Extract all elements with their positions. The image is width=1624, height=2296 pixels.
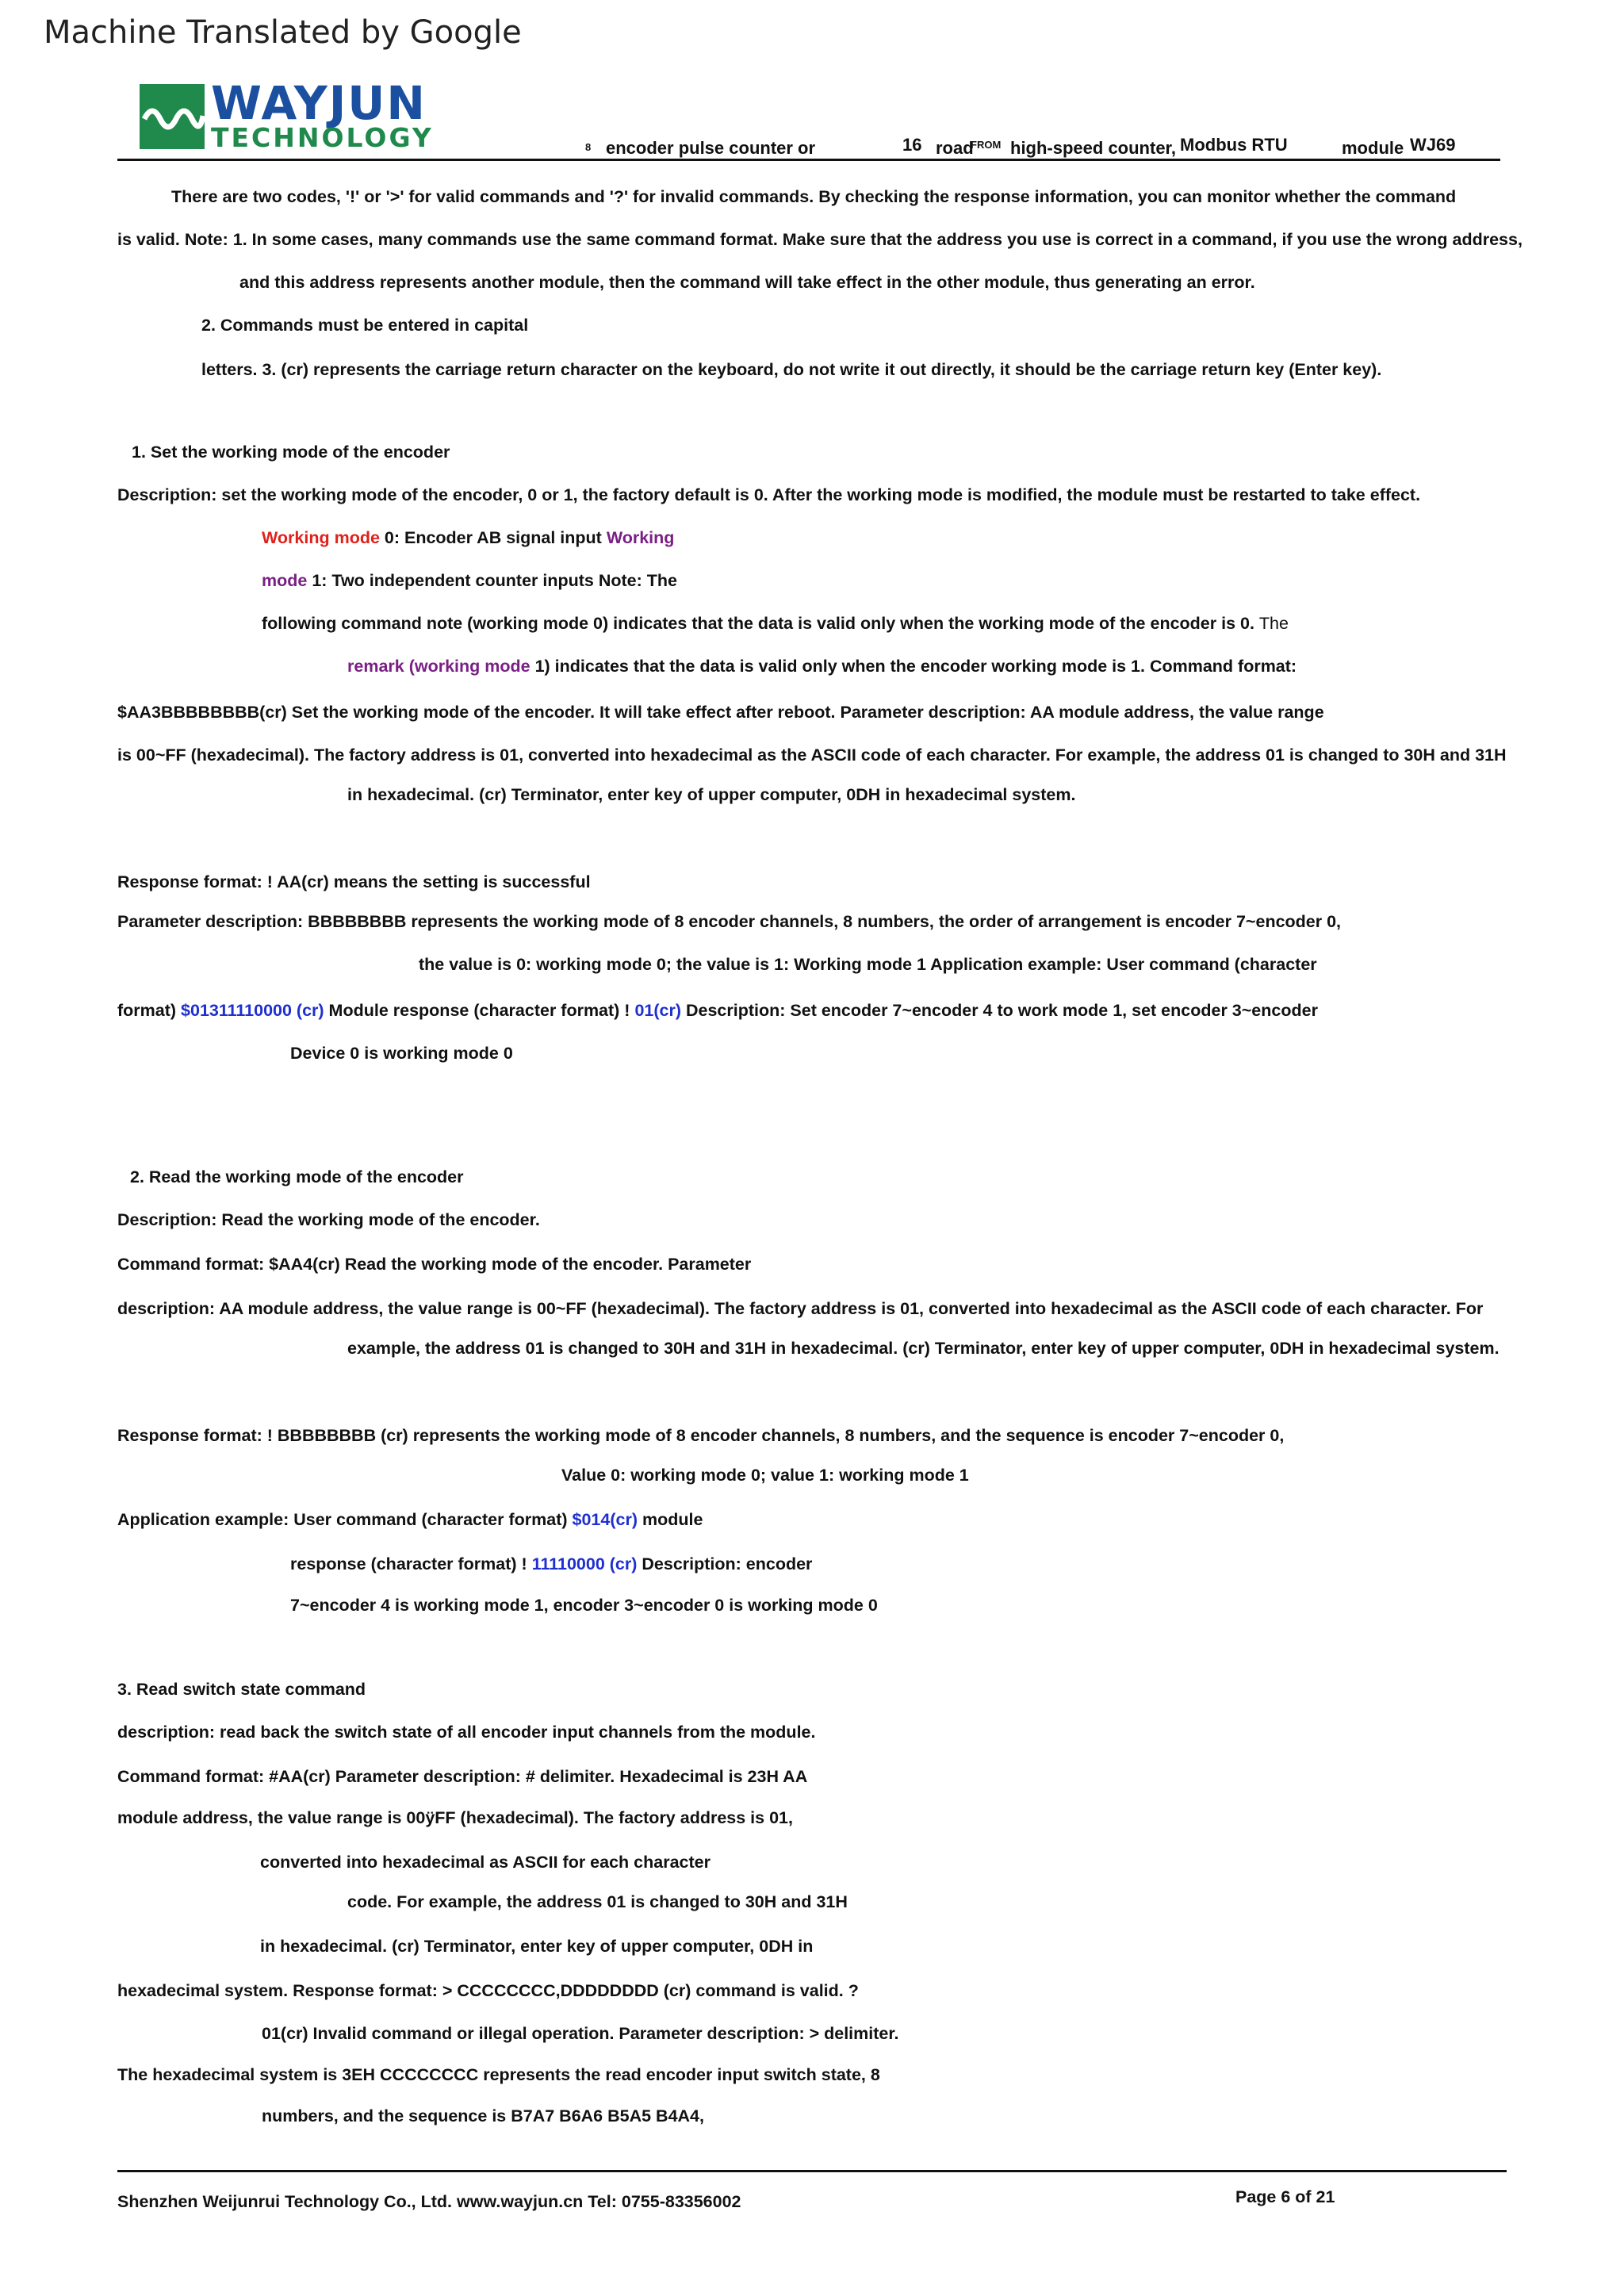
body-line: remark (working mode 1) indicates that the data is valid only when the encoder working mode is 1. Command format: bbox=[347, 657, 1297, 676]
body-line: code. For example, the address 01 is changed to 30H and 31H bbox=[347, 1892, 848, 1911]
body-line: hexadecimal system. Response format: > CCCCCCCC,DDDDDDDD (cr) command is valid. ? bbox=[117, 1981, 859, 2000]
body-line: Application example: User command (character format) $014(cr) module bbox=[117, 1510, 703, 1529]
body-line: 7~encoder 4 is working mode 1, encoder 3~encoder 0 is working mode 0 bbox=[290, 1596, 878, 1615]
body-line: following command note (working mode 0) indicates that the data is valid only when the working mode of the encoder is 0. The bbox=[262, 614, 1289, 633]
body-line: Response format: ! AA(cr) means the setting is successful bbox=[117, 872, 591, 891]
body-line: There are two codes, '!' or '>' for valid commands and '?' for invalid commands. By checking the response information, you can monitor whether the command bbox=[171, 187, 1457, 206]
body-line: example, the address 01 is changed to 30H and 31H in hexadecimal. (cr) Terminator, enter key of upper computer, 0DH in hexadecimal system. bbox=[347, 1339, 1500, 1358]
body-line: Parameter description: BBBBBBBB represents the working mode of 8 encoder channels, 8 numbers, the order of arrangement is encoder 7~encoder 0, bbox=[117, 912, 1342, 931]
body-line: in hexadecimal. (cr) Terminator, enter key of upper computer, 0DH in hexadecimal system. bbox=[347, 785, 1076, 804]
body-line: 2. Commands must be entered in capital bbox=[201, 316, 529, 335]
section-heading: 3. Read switch state command bbox=[117, 1680, 366, 1699]
body-line: Device 0 is working mode 0 bbox=[290, 1044, 513, 1063]
body-line: Response format: ! BBBBBBBB (cr) represents the working mode of 8 encoder channels, 8 numbers, and the sequence is encoder 7~encoder 0, bbox=[117, 1426, 1285, 1445]
body-line: mode 1: Two independent counter inputs Note: The bbox=[262, 571, 677, 590]
body-line: description: read back the switch state of all encoder input channels from the module. bbox=[117, 1723, 816, 1742]
body-line: in hexadecimal. (cr) Terminator, enter key of upper computer, 0DH in bbox=[260, 1937, 814, 1956]
footer-company: Shenzhen Weijunrui Technology Co., Ltd. www.wayjun.cn Tel: 0755-83356002 bbox=[117, 2192, 741, 2211]
body-line: and this address represents another module, then the command will take effect in the other module, thus generating an error. bbox=[239, 273, 1255, 292]
body-line: Value 0: working mode 0; value 1: working mode 1 bbox=[561, 1466, 969, 1485]
header-from-text: FROM bbox=[971, 139, 1002, 151]
body-line: response (character format) ! 11110000 (cr) Description: encoder bbox=[290, 1554, 813, 1573]
body-line: $AA3BBBBBBBB(cr) Set the working mode of the encoder. It will take effect after reboot. Parameter description: AA module address, the value range bbox=[117, 703, 1324, 722]
section-heading: 2. Read the working mode of the encoder bbox=[130, 1167, 464, 1186]
body-line: module address, the value range is 00ÿFF (hexadecimal). The factory address is 01, bbox=[117, 1808, 793, 1827]
wave-logo-icon bbox=[140, 84, 205, 149]
footer-page-number: Page 6 of 21 bbox=[1235, 2187, 1335, 2206]
header-count-16: 16 bbox=[902, 135, 922, 155]
section-heading: 1. Set the working mode of the encoder bbox=[132, 443, 450, 462]
body-line: is valid. Note: 1. In some cases, many commands use the same command format. Make sure that the address you use is correct in a command, if you use the wrong address, bbox=[117, 230, 1522, 249]
body-line: the value is 0: working mode 0; the value is 1: Working mode 1 Application example: User command (character bbox=[419, 955, 1317, 974]
footer-rule bbox=[117, 2170, 1507, 2172]
header-rule bbox=[117, 159, 1500, 161]
body-line: Description: set the working mode of the encoder, 0 or 1, the factory default is 0. After the working mode is modified, the module must be restarted to take effect. bbox=[117, 485, 1421, 504]
header-count-8: 8 bbox=[585, 141, 592, 153]
machine-translated-label: Machine Translated by Google bbox=[44, 14, 522, 51]
body-line: is 00~FF (hexadecimal). The factory address is 01, converted into hexadecimal as the ASCII code of each character. For example, the address 01 is changed to 30H and 31H bbox=[117, 746, 1507, 765]
body-line: The hexadecimal system is 3EH CCCCCCCC represents the read encoder input switch state, 8 bbox=[117, 2065, 880, 2084]
header-modbus-text: Modbus RTU bbox=[1180, 135, 1288, 155]
header-module-text: module bbox=[1342, 138, 1404, 158]
body-line: Command format: #AA(cr) Parameter description: # delimiter. Hexadecimal is 23H AA bbox=[117, 1767, 808, 1786]
body-line: Working mode 0: Encoder AB signal input Working bbox=[262, 528, 675, 547]
header-speed-text: high-speed counter, bbox=[1010, 138, 1177, 158]
body-line: Description: Read the working mode of the encoder. bbox=[117, 1210, 540, 1229]
body-line: 01(cr) Invalid command or illegal operation. Parameter description: > delimiter. bbox=[262, 2024, 899, 2043]
header-model-text: WJ69 bbox=[1410, 135, 1456, 155]
body-line: Command format: $AA4(cr) Read the working mode of the encoder. Parameter bbox=[117, 1255, 752, 1274]
wayjun-logo bbox=[140, 76, 434, 153]
body-line: letters. 3. (cr) represents the carriage return character on the keyboard, do not write it out directly, it should be the carriage return key (Enter key). bbox=[201, 360, 1382, 379]
logo-wordmark: WAYJUN bbox=[211, 76, 427, 130]
body-line: numbers, and the sequence is B7A7 B6A6 B5A5 B4A4, bbox=[262, 2106, 704, 2125]
body-line: format) $01311110000 (cr) Module response (character format) ! 01(cr) Description: Set encoder 7~encoder 4 to work mode 1, set encoder 3~encoder bbox=[117, 1001, 1318, 1020]
logo-subtitle: TECHNOLOGY bbox=[211, 122, 434, 153]
body-line: converted into hexadecimal as ASCII for each character bbox=[260, 1853, 710, 1872]
body-line: description: AA module address, the value range is 00~FF (hexadecimal). The factory address is 01, converted into hexadecimal as the ASCII code of each character. For bbox=[117, 1299, 1484, 1318]
header-encoder-text: encoder pulse counter or bbox=[606, 138, 816, 158]
header-road-text: road bbox=[936, 138, 974, 158]
